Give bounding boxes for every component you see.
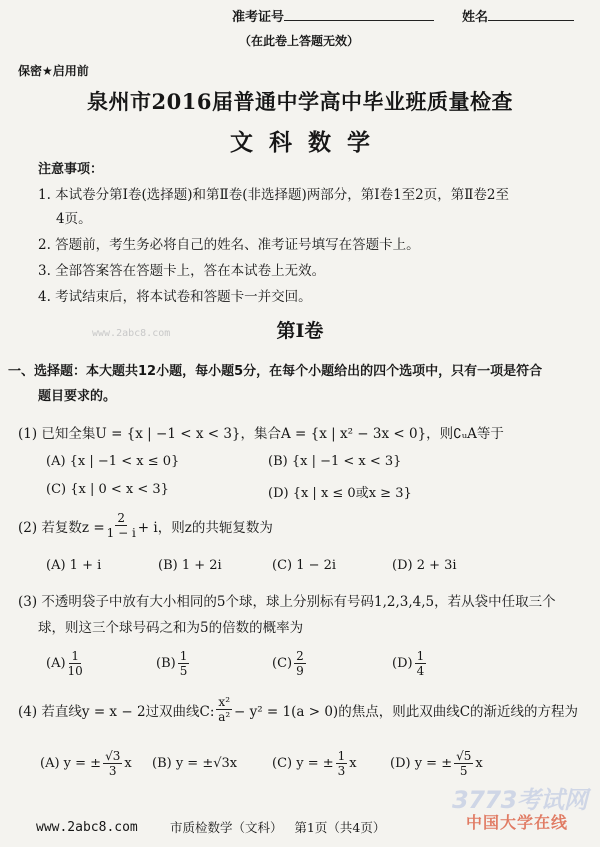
q1-option-b: (B) {x | −1 < x < 3}	[268, 454, 402, 469]
q4-option-a: (A) y = ± $\frac{√3}{3}$ x	[40, 749, 132, 778]
q2-stem: (2) 若复数z = $\frac{2}{1 - i}$ + i，则z的共轭复数为	[18, 511, 273, 540]
q3-option-b: (B) $\frac{1}{5}$	[156, 649, 188, 678]
q4-option-b: (B) y = ±√3x	[152, 756, 238, 771]
q2-option-a: (A) 1 + i	[46, 558, 102, 573]
q3-option-c: (C) $\frac{2}{9}$	[272, 649, 304, 678]
secret-label: 保密★启用前	[18, 64, 89, 78]
q1-option-d: (D) {x | x ≤ 0或x ≥ 3}	[268, 486, 412, 501]
brand-logo: 3773考试网	[452, 786, 588, 814]
q2-option-d: (D) 2 + 3i	[392, 558, 457, 573]
q2-option-b: (B) 1 + 2i	[158, 558, 222, 573]
instruction-item-2: 2. 答题前，考生务必将自己的姓名、准考证号填写在答题卡上。	[38, 237, 420, 253]
q4-fraction: $\frac{\text{x²}}{\text{a²}}$	[218, 695, 231, 724]
q3-option-d: (D) $\frac{1}{4}$	[392, 649, 425, 678]
section-title: 第Ⅰ卷	[276, 320, 324, 342]
instruction-item-1-cont: 4页。	[56, 211, 92, 227]
ticket-blank	[284, 8, 434, 21]
q2-fraction: $\frac{2}{1 - i}$	[106, 511, 136, 540]
answer-invalid-notice: （在此卷上答题无效）	[239, 34, 360, 48]
q1-option-a: (A) {x | −1 < x ≤ 0}	[46, 454, 180, 469]
footer-site: www.2abc8.com	[36, 820, 138, 835]
brand-subtitle: 中国大学在线	[466, 813, 569, 832]
ticket-label: 准考证号	[232, 6, 434, 25]
q3-option-a: (A) $\frac{1}{10}$	[46, 649, 83, 678]
exam-subject: 文 科 数 学	[229, 129, 371, 156]
q1-stem: (1) 已知全集U = {x | −1 < x < 3}，集合A = {x | x² − 3x < 0}，则∁ᵤA等于	[18, 426, 504, 442]
q4-stem: (4) 若直线y = x − 2过双曲线C: $\frac{\text{x²}}{\text{a²}}$ − y² = 1(a > 0)的焦点，则此双曲线C的渐近线的方程为	[18, 695, 579, 724]
section-intro-cont: 题目要求的。	[38, 389, 117, 404]
q3-stem: (3) 不透明袋子中放有大小相同的5个球，球上分别标有号码1,2,3,4,5，若从袋中任取三个	[18, 594, 556, 610]
q2-option-c: (C) 1 − 2i	[272, 558, 337, 573]
footer-page-info: 市质检数学（文科） 第1页（共4页）	[170, 820, 386, 835]
q4-option-d: (D) y = ± $\frac{√5}{5}$ x	[390, 749, 483, 778]
watermark-text: www.2abc8.com	[92, 328, 171, 339]
q4-option-c: (C) y = ± $\frac{1}{3}$ x	[272, 749, 357, 778]
name-label: 姓名	[462, 6, 574, 25]
instructions-heading: 注意事项：	[38, 162, 104, 177]
section-intro: 一、选择题：本大题共12小题，每小题5分，在每个小题给出的四个选项中，只有一项是符合	[8, 364, 543, 379]
name-blank	[488, 8, 574, 21]
instruction-item-4: 4. 考试结束后，将本试卷和答题卡一并交回。	[38, 289, 312, 305]
q3-stem-cont: 球，则这三个球号码之和为5的倍数的概率为	[38, 620, 304, 636]
instruction-item-3: 3. 全部答案答在答题卡上，答在本试卷上无效。	[38, 263, 326, 279]
exam-title: 泉州市2016届普通中学高中毕业班质量检查	[87, 89, 513, 114]
q1-option-c: (C) {x | 0 < x < 3}	[46, 482, 169, 497]
instruction-item-1: 1. 本试卷分第Ⅰ卷(选择题)和第Ⅱ卷(非选择题)两部分，第Ⅰ卷1至2页，第Ⅱ卷2至	[38, 187, 510, 203]
